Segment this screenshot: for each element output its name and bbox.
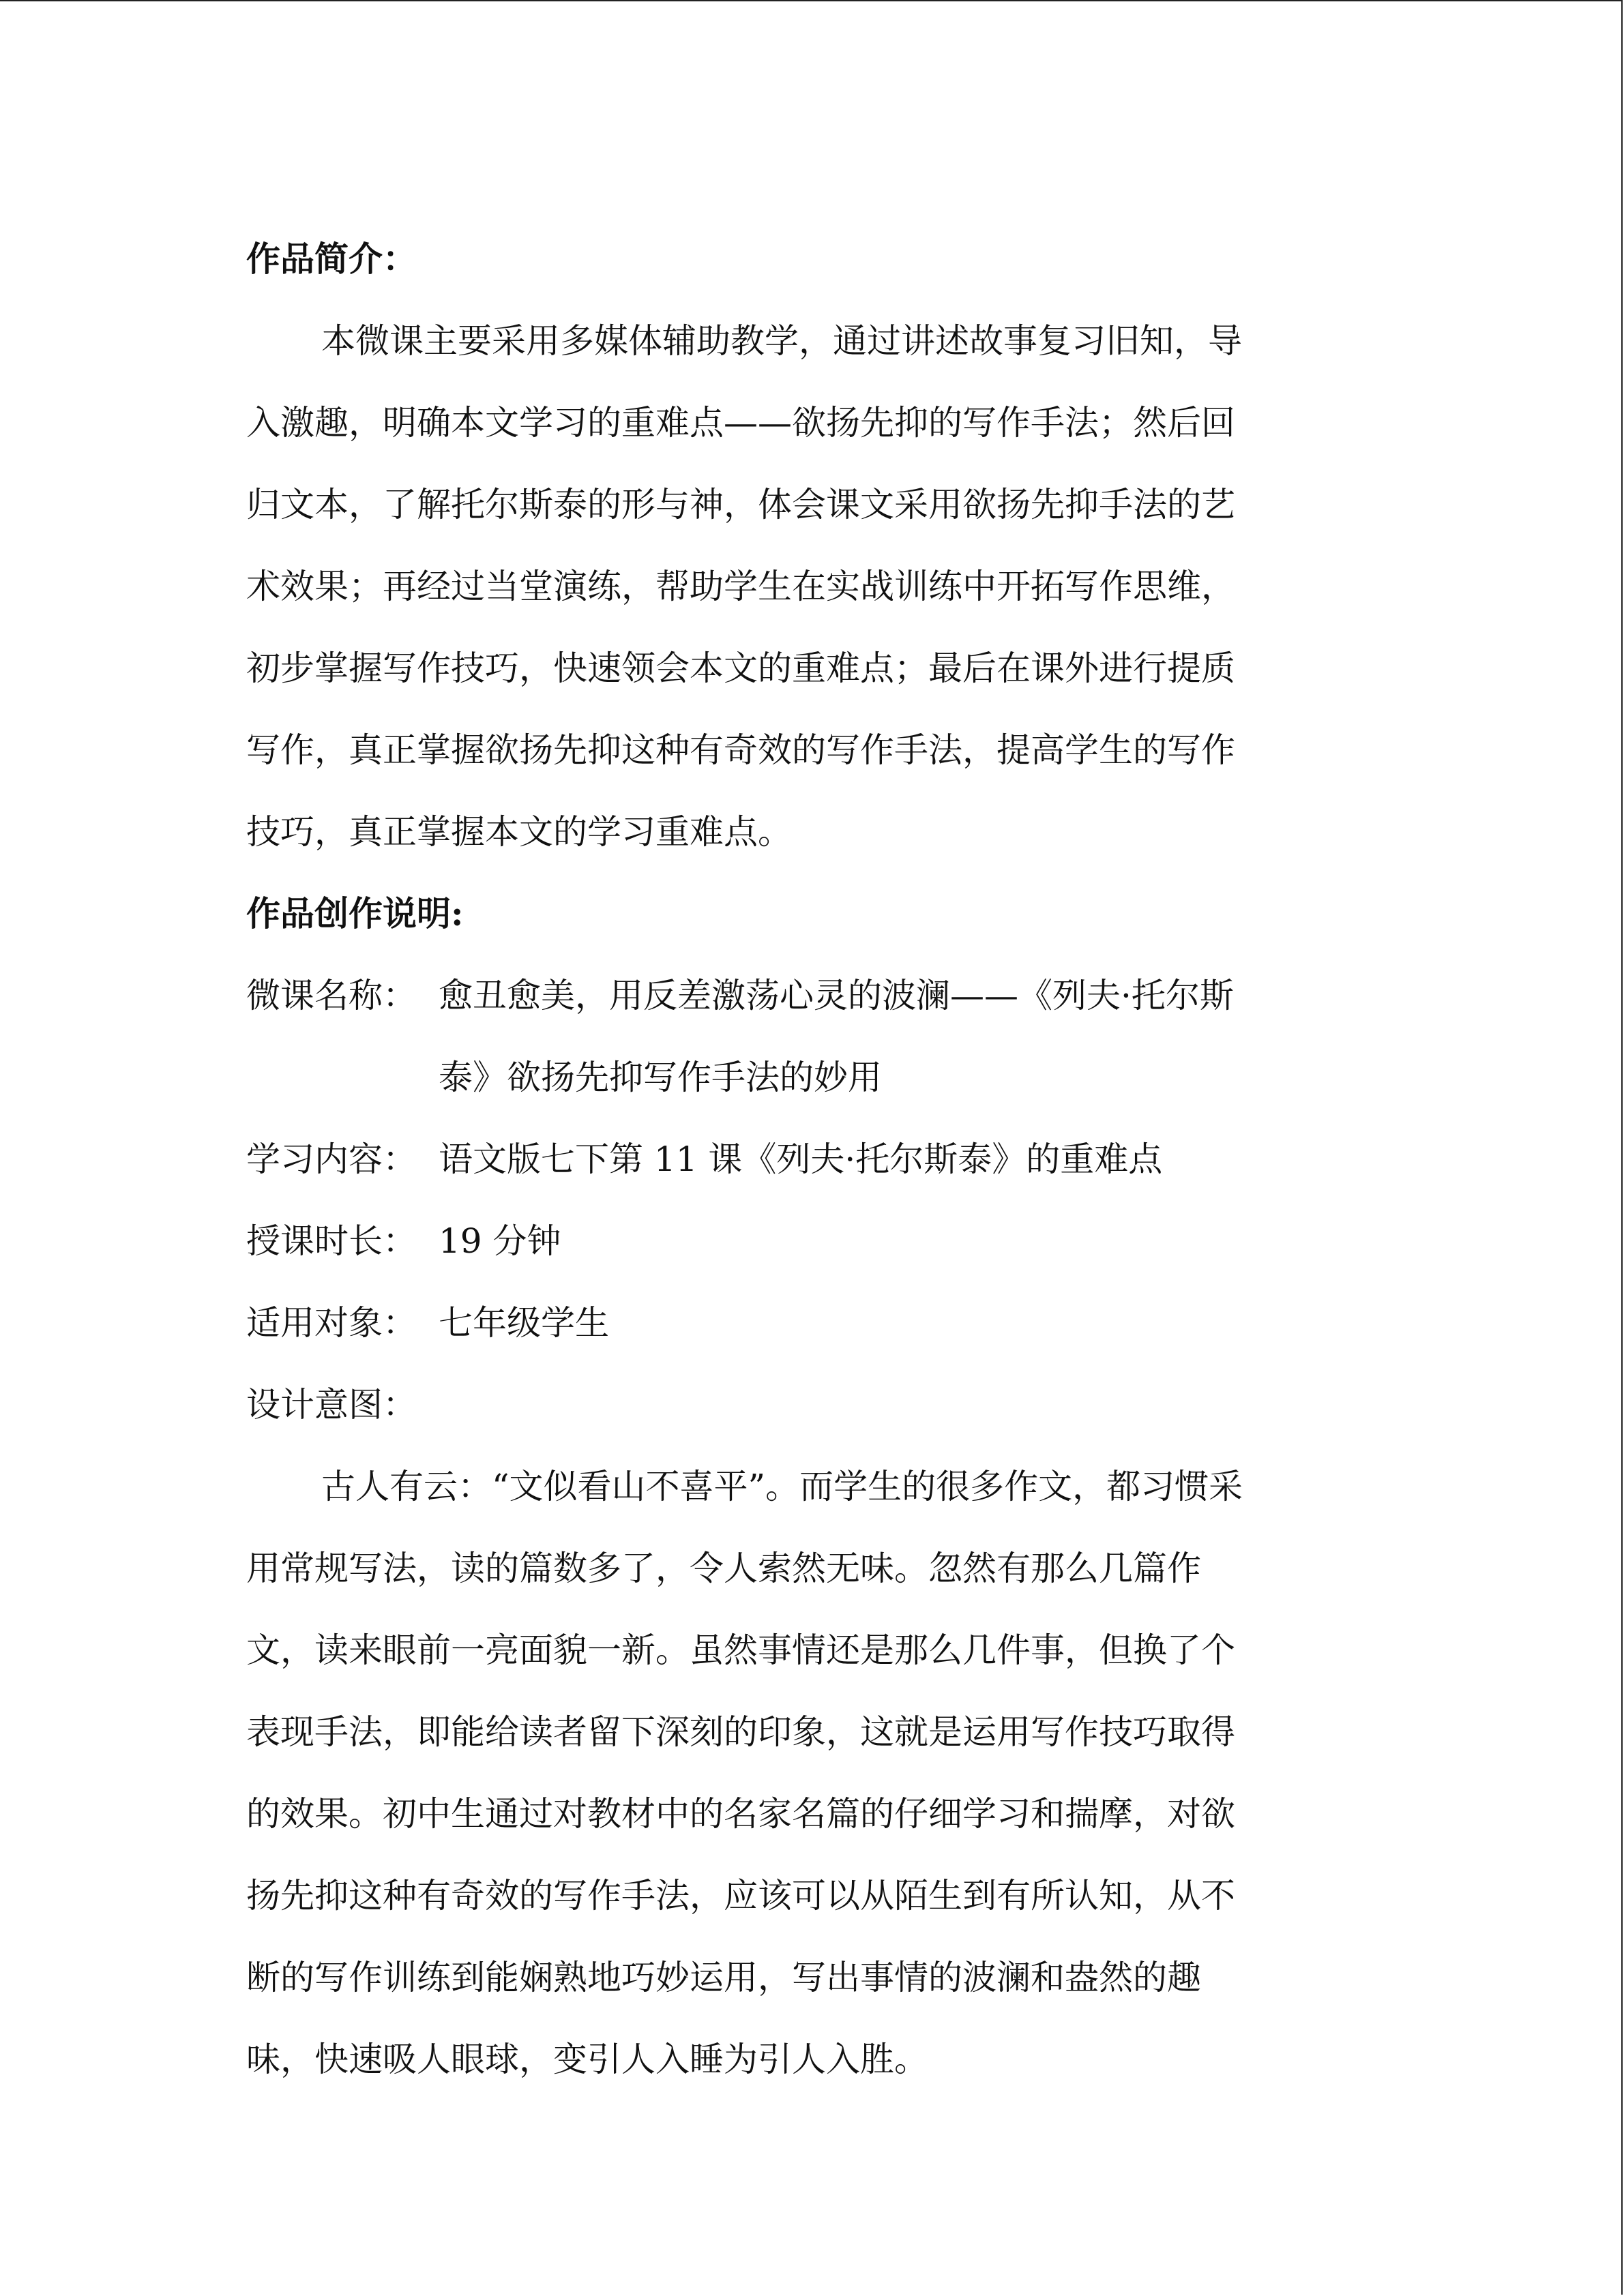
- document-body: [246, 218, 1392, 2100]
- intro-line: 写作，真正掌握欲扬先抑这种有奇效的写作手法，提高学生的写作: [246, 730, 1235, 770]
- intro-line: 归文本，了解托尔斯泰的形与神，体会课文采用欲扬先抑手法的艺: [246, 485, 1235, 524]
- course-name-value: 愈丑愈美，用反差激荡心灵的波澜——《列夫·托尔斯: [439, 976, 1234, 1015]
- intent-line: 用常规写法，读的篇数多了，令人索然无味。忽然有那么几篇作: [246, 1549, 1201, 1588]
- course-name-label: 微课名称：: [246, 976, 417, 1015]
- intro-line: 初步掌握写作技巧，快速领会本文的重难点；最后在课外进行提质: [246, 648, 1235, 688]
- content-row: [246, 1118, 1392, 1200]
- audience-row: [246, 1282, 1392, 1364]
- content-value: 语文版七下第 11 课《列夫·托尔斯泰》的重难点: [439, 1139, 1163, 1179]
- intent-line: 的效果。初中生通过对教材中的名家名篇的仔细学习和揣摩，对欲: [246, 1794, 1235, 1834]
- intent-line: 扬先抑这种有奇效的写作手法，应该可以从陌生到有所认知，从不: [246, 1876, 1235, 1915]
- intro-line: 技巧，真正掌握本文的学习重难点。: [246, 812, 792, 852]
- intro-line: 术效果；再经过当堂演练，帮助学生在实战训练中开拓写作思维，: [246, 567, 1235, 606]
- duration-row: [246, 1200, 1392, 1282]
- intent-paragraph: [246, 1446, 1392, 2100]
- duration-label: 授课时长：: [246, 1221, 417, 1261]
- course-name-continuation: 泰》欲扬先抑写作手法的妙用: [439, 1058, 882, 1097]
- intro-heading: 作品简介：: [246, 239, 417, 279]
- content-label: 学习内容：: [246, 1139, 417, 1179]
- intent-label: 设计意图：: [246, 1385, 417, 1425]
- intent-label-row: [246, 1364, 1392, 1446]
- intro-line: 入激趣，明确本文学习的重难点——欲扬先抑的写作手法；然后回: [246, 403, 1235, 443]
- intro-paragraph: [246, 300, 1392, 873]
- creation-heading: 作品创作说明:: [246, 893, 464, 934]
- course-name-row: [246, 955, 1392, 1037]
- intent-line: 古人有云：“文似看山不喜平”。而学生的很多作文，都习惯采: [321, 1467, 1243, 1506]
- intent-line: 表现手法，即能给读者留下深刻的印象，这就是运用写作技巧取得: [246, 1712, 1235, 1752]
- duration-value: 19 分钟: [439, 1221, 561, 1261]
- intro-line: 本微课主要采用多媒体辅助教学，通过讲述故事复习旧知，导: [321, 321, 1242, 361]
- intent-line: 文，读来眼前一亮面貌一新。虽然事情还是那么几件事，但换了个: [246, 1630, 1235, 1670]
- audience-value: 七年级学生: [439, 1303, 609, 1343]
- intent-line: 味，快速吸人眼球，变引人入睡为引人入胜。: [246, 2040, 928, 2079]
- audience-label: 适用对象：: [246, 1303, 417, 1343]
- intent-line: 断的写作训练到能娴熟地巧妙运用，写出事情的波澜和盎然的趣: [246, 1958, 1201, 1997]
